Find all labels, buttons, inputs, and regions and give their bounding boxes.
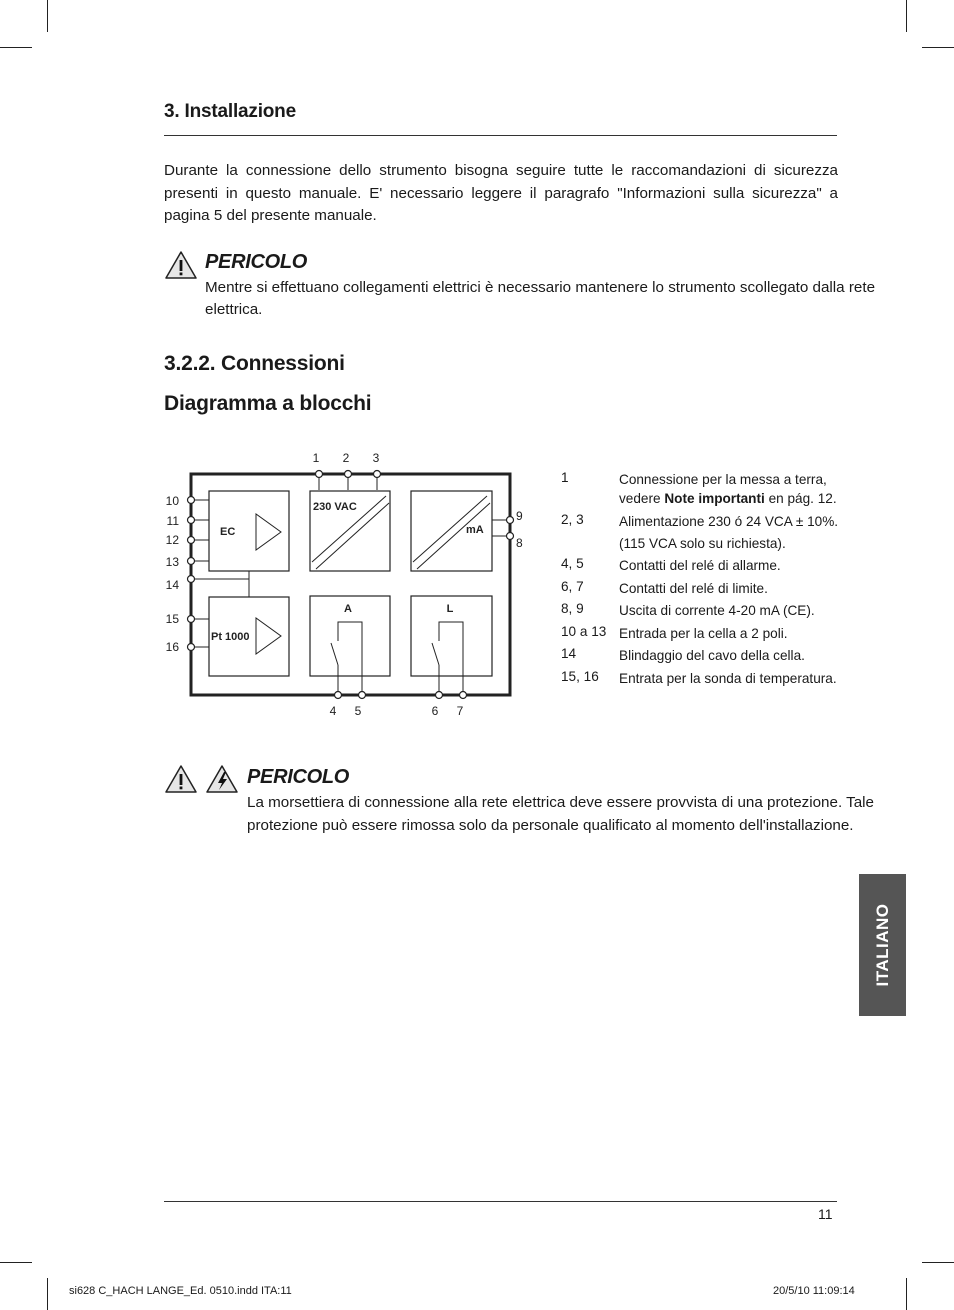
warning-title: PERICOLO bbox=[205, 251, 308, 273]
block-diagram bbox=[160, 445, 540, 725]
legend-text: Blindaggio del cavo della cella. bbox=[619, 648, 805, 663]
crop-mark bbox=[47, 0, 48, 32]
electrical-hazard-icon bbox=[205, 764, 239, 794]
crop-mark bbox=[906, 0, 907, 32]
legend-number: 15, 16 bbox=[561, 669, 599, 684]
legend-number: 10 a 13 bbox=[561, 624, 607, 639]
crop-mark bbox=[922, 47, 954, 48]
pin-label: 6 bbox=[431, 704, 439, 718]
pin-label: 10 bbox=[165, 494, 179, 508]
pin-label: 5 bbox=[354, 704, 362, 718]
pin-label: 15 bbox=[165, 612, 179, 626]
footer-rule bbox=[164, 1201, 837, 1202]
legend-text: Contatti del relé di limite. bbox=[619, 581, 768, 596]
legend-text: Alimentazione 230 ó 24 VCA ± 10%. bbox=[619, 514, 839, 529]
pin-label: 11 bbox=[166, 514, 179, 528]
legend-number: 4, 5 bbox=[561, 556, 584, 571]
legend-text: Entrada per la cella a 2 poli. bbox=[619, 626, 788, 641]
legend-text: Contatti del relé di allarme. bbox=[619, 558, 781, 573]
legend-number: 8, 9 bbox=[561, 601, 584, 616]
warning-text: Mentre si effettuano collegamenti elettrici è necessario mantenere lo strumento scollegato dalla rete bbox=[205, 279, 876, 296]
legend-text: (115 VCA solo su richiesta). bbox=[619, 536, 786, 551]
crop-mark bbox=[0, 47, 32, 48]
pin-label: 7 bbox=[456, 704, 464, 718]
legend-text: Entrata per la sonda di temperatura. bbox=[619, 671, 837, 686]
pin-label: 3 bbox=[372, 451, 380, 465]
legend-number: 1 bbox=[561, 470, 569, 485]
warning-triangle-icon bbox=[164, 764, 198, 794]
section-title: 3. Installazione bbox=[164, 101, 296, 122]
pin-label: 9 bbox=[516, 509, 523, 523]
block-label-ma: mA bbox=[466, 524, 484, 536]
pin-label: 14 bbox=[165, 578, 179, 592]
subsection-title: 3.2.2. Connessioni bbox=[164, 352, 345, 375]
legend-number: 6, 7 bbox=[561, 579, 584, 594]
legend-text-part: vedere bbox=[619, 491, 665, 506]
warning-text: La morsettiera di connessione alla rete elettrica deve essere provvista di una protezione. Tale bbox=[247, 794, 874, 811]
pin-label: 4 bbox=[329, 704, 337, 718]
slug-file-info: si628 C_HACH LANGE_Ed. 0510.indd ITA:11 bbox=[69, 1285, 292, 1297]
language-tab-label: ITALIANO bbox=[872, 903, 892, 987]
crop-mark bbox=[47, 1278, 48, 1310]
warning-text: elettrica. bbox=[205, 301, 263, 318]
crop-mark bbox=[906, 1278, 907, 1310]
legend-text-part: en pág. 12. bbox=[764, 491, 837, 506]
legend-text: Uscita di corrente 4-20 mA (CE). bbox=[619, 603, 815, 618]
section-rule bbox=[164, 135, 837, 136]
crop-mark bbox=[922, 1262, 954, 1263]
page-number: 11 bbox=[818, 1206, 833, 1222]
legend-number: 2, 3 bbox=[561, 512, 584, 527]
warning-text: protezione può essere rimossa solo da personale qualificato al momento dell'installazione. bbox=[247, 817, 854, 834]
slug-timestamp: 20/5/10 11:09:14 bbox=[773, 1285, 855, 1297]
important-notes-link: Note importanti bbox=[664, 491, 765, 506]
block-label-pt1000: Pt 1000 bbox=[211, 631, 250, 643]
warning-title: PERICOLO bbox=[247, 766, 350, 788]
pin-label: 12 bbox=[165, 533, 179, 547]
pin-label: 13 bbox=[165, 555, 179, 569]
diagram-title: Diagramma a blocchi bbox=[164, 392, 372, 415]
pin-label: 8 bbox=[516, 536, 523, 550]
pin-label: 2 bbox=[342, 451, 350, 465]
block-label-alarm: A bbox=[344, 603, 352, 615]
pin-label: 1 bbox=[312, 451, 320, 465]
block-label-ec: EC bbox=[220, 526, 236, 538]
warning-triangle-icon bbox=[164, 250, 198, 280]
intro-paragraph: Durante la connessione dello strumento bisogna seguire tutte le raccomandazioni di sicurezza presenti in questo manuale. E' necessario leggere il paragrafo "Informazioni sulla sicurezza" a pagina 5 del presente manuale. bbox=[164, 162, 838, 224]
language-tab bbox=[859, 874, 906, 1016]
block-label-limit: L bbox=[446, 603, 454, 615]
crop-mark bbox=[0, 1262, 32, 1263]
legend-number: 14 bbox=[561, 646, 577, 661]
legend-text: Connessione per la messa a terra, bbox=[619, 472, 827, 487]
block-label-power: 230 VAC bbox=[313, 501, 357, 513]
pin-label: 16 bbox=[165, 640, 179, 654]
legend-text bbox=[619, 489, 844, 508]
